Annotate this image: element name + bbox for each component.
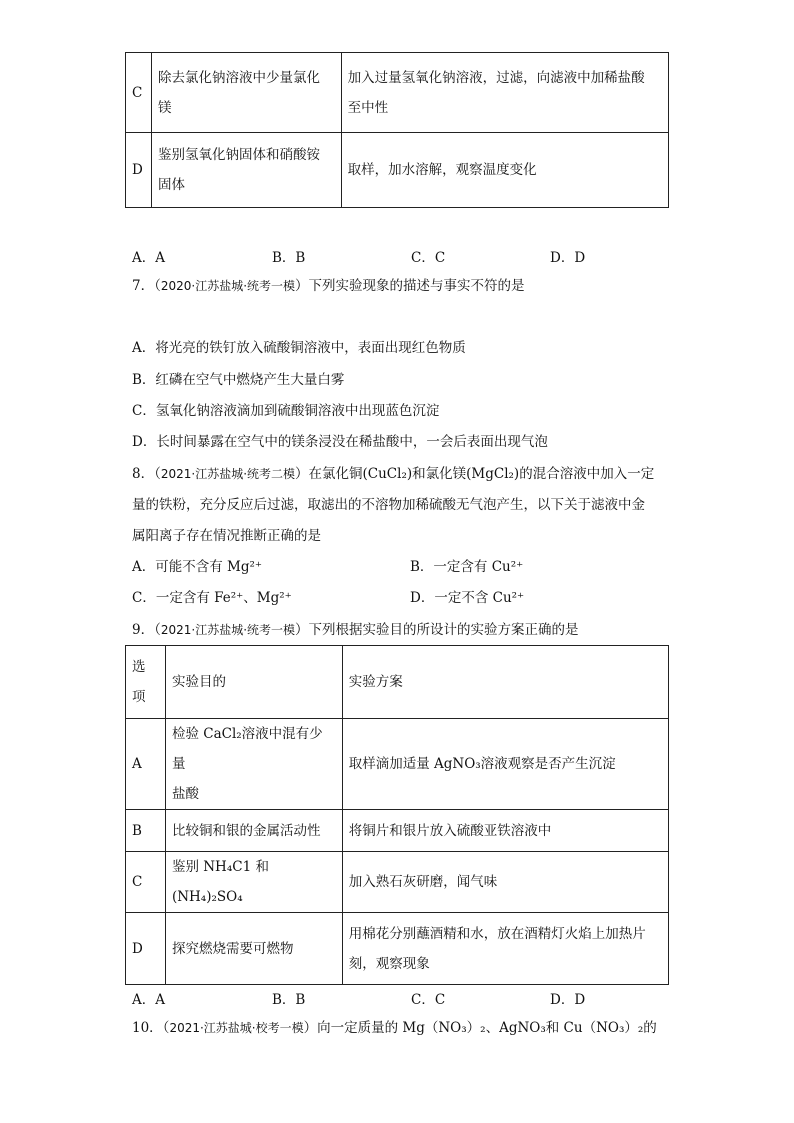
table-row (126, 719, 669, 810)
q8-option-d: D．一定不含 Cu²⁺ (410, 590, 525, 606)
option-a: A．A (132, 992, 165, 1008)
q7-option-a: A．将光亮的铁钉放入硫酸铜溶液中，表面出现红色物质 (132, 340, 466, 356)
plan-cell: 加入过量氢氧化钠溶液，过滤，向滤液中加稀盐酸 至中性 (341, 53, 668, 133)
question-source: 2021·江苏盐城·统考二模 (160, 467, 296, 481)
goal-cell: 比较铜和银的金属活动性 (165, 810, 342, 852)
goal-cell: 检验 CaCl₂溶液中混有少量 盐酸 (165, 719, 342, 810)
option-b: B．B (272, 992, 306, 1008)
option-b: B．B (272, 250, 306, 266)
goal-cell: 鉴别氢氧化钠固体和硝酸铵 固体 (151, 133, 341, 208)
option-a: A．A (132, 250, 165, 266)
goal-cell: 探究燃烧需要可燃物 (165, 913, 342, 985)
q7-stem: 7．（2020·江苏盐城·统考一模）下列实验现象的描述与事实不符的是 (132, 278, 525, 294)
table-header-row (126, 646, 669, 719)
option-cell: B (126, 810, 166, 852)
q6-table (125, 52, 669, 208)
goal-cell: 除去氯化钠溶液中少量氯化 镁 (151, 53, 341, 133)
q9-table (125, 645, 669, 985)
option-d: D．D (550, 992, 586, 1008)
option-cell: D (126, 913, 166, 985)
header-option: 选 项 (126, 646, 166, 719)
option-cell: C (126, 852, 166, 913)
q8-option-b: B．一定含有 Cu²⁺ (410, 559, 524, 575)
plan-cell: 取样滴加适量 AgNO₃溶液观察是否产生沉淀 (342, 719, 668, 810)
q8-option-c: C．一定含有 Fe²⁺、Mg²⁺ (132, 590, 292, 606)
q8-stem-line1: 8．（2021·江苏盐城·统考二模）在氯化铜(CuCl₂)和氯化镁(MgCl₂)的混合溶液中加入一定 (132, 466, 655, 482)
question-source: 2020·江苏盐城·统考一模 (160, 279, 296, 293)
q7-option-b: B．红磷在空气中燃烧产生大量白雾 (132, 372, 345, 388)
question-source: 2021·江苏盐城·校考一模 (169, 1021, 304, 1035)
plan-cell: 加入熟石灰研磨，闻气味 (342, 852, 668, 913)
q8-option-a: A．可能不含有 Mg²⁺ (132, 559, 263, 575)
q8-stem-line3: 属阳离子存在情况推断正确的是 (132, 528, 321, 544)
table-row (126, 133, 669, 208)
option-d: D．D (550, 250, 586, 266)
q9-stem: 9．（2021·江苏盐城·统考一模）下列根据实验目的所设计的实验方案正确的是 (132, 622, 579, 638)
option-c: C．C (411, 992, 446, 1008)
option-c: C．C (411, 250, 446, 266)
q8-stem-line2: 量的铁粉，充分反应后过滤，取滤出的不溶物加稀硫酸无气泡产生，以下关于滤液中金 (132, 497, 645, 513)
question-source: 2021·江苏盐城·统考一模 (160, 623, 296, 637)
table-row (126, 852, 669, 913)
q10-stem: 10．（2021·江苏盐城·校考一模）向一定质量的 Mg（NO₃）₂、AgNO₃和 Cu（NO₃）₂的 (132, 1020, 657, 1036)
table-row (126, 53, 669, 133)
plan-cell: 用棉花分别蘸酒精和水，放在酒精灯火焰上加热片 刻，观察现象 (342, 913, 668, 985)
plan-cell: 取样，加水溶解，观察温度变化 (341, 133, 668, 208)
header-goal: 实验目的 (165, 646, 342, 719)
q7-option-c: C．氢氧化钠溶液滴加到硫酸铜溶液中出现蓝色沉淀 (132, 403, 440, 419)
option-cell: D (126, 133, 152, 208)
table-row (126, 810, 669, 852)
header-plan: 实验方案 (342, 646, 668, 719)
plan-cell: 将铜片和银片放入硫酸亚铁溶液中 (342, 810, 668, 852)
q7-option-d: D．长时间暴露在空气中的镁条浸没在稀盐酸中，一会后表面出现气泡 (132, 434, 548, 450)
goal-cell: 鉴别 NH₄C1 和(NH₄)₂SO₄ (165, 852, 342, 913)
option-cell: C (126, 53, 152, 133)
table-row (126, 913, 669, 985)
option-cell: A (126, 719, 166, 810)
